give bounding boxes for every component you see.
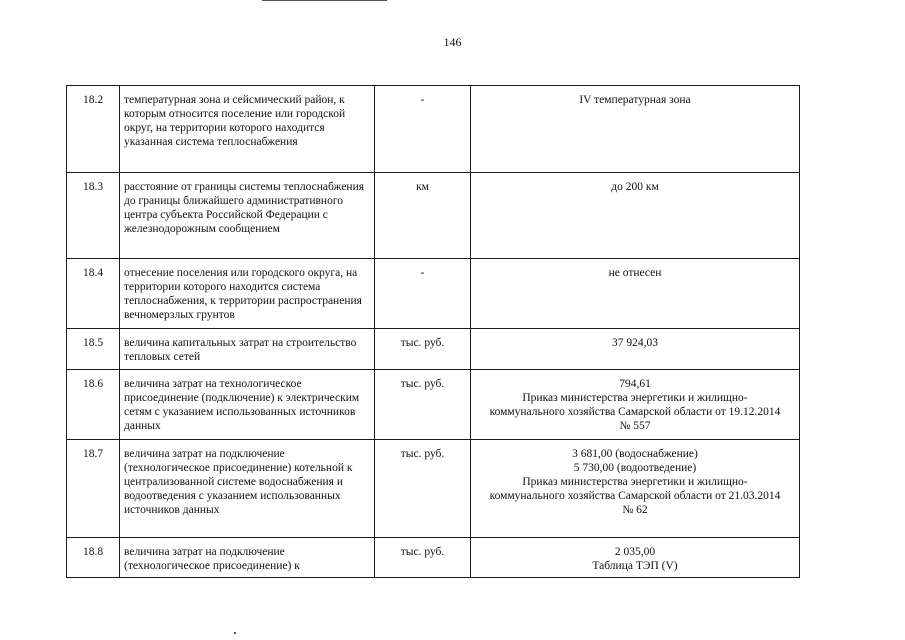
unit: тыс. руб. <box>375 440 471 538</box>
row-number: 18.4 <box>67 259 120 329</box>
parameter-value <box>471 173 800 259</box>
value-line: Приказ министерства энергетики и жилищно- <box>522 392 748 404</box>
table-row <box>67 329 800 370</box>
unit: - <box>375 86 471 173</box>
parameter-value <box>471 329 800 370</box>
value-line: коммунального хозяйства Самарской области от 19.12.2014 <box>489 406 781 418</box>
top-rule <box>262 0 387 1</box>
value-line: № 62 <box>622 504 648 516</box>
row-number: 18.8 <box>67 538 120 578</box>
scan-speck <box>234 632 236 634</box>
parameters-table <box>66 85 800 578</box>
table-row <box>67 538 800 578</box>
unit: тыс. руб. <box>375 370 471 440</box>
value-line: 794,61 <box>619 378 651 390</box>
value-line: 5 730,00 (водоотведение) <box>573 462 697 474</box>
parameter-value <box>471 440 800 538</box>
table-row <box>67 86 800 173</box>
parameter-name: температурная зона и сейсмический район, к которым относится поселение или городской округ, на территории которого находится указанная система теплоснабжения <box>120 86 375 173</box>
value-line: Таблица ТЭП (V) <box>592 560 678 572</box>
value-line: IV температурная зона <box>579 94 691 106</box>
parameter-name: расстояние от границы системы теплоснабжения до границы ближайшего административного центра субъекта Российской Федерации с железнодорожным сообщением <box>120 173 375 259</box>
row-number: 18.5 <box>67 329 120 370</box>
parameter-value <box>471 259 800 329</box>
table-row <box>67 259 800 329</box>
parameter-name: величина капитальных затрат на строительство тепловых сетей <box>120 329 375 370</box>
row-number: 18.2 <box>67 86 120 173</box>
value-line: до 200 км <box>611 181 659 193</box>
unit: км <box>375 173 471 259</box>
row-number: 18.6 <box>67 370 120 440</box>
page-number: 146 <box>443 35 462 49</box>
row-number: 18.7 <box>67 440 120 538</box>
table-row <box>67 173 800 259</box>
value-line: 37 924,03 <box>612 337 658 349</box>
table-row <box>67 440 800 538</box>
value-line: 3 681,00 (водоснабжение) <box>572 448 698 460</box>
parameter-name: отнесение поселения или городского округа, на территории которого находится система теплоснабжения, к территории распространения вечномерзлых грунтов <box>120 259 375 329</box>
parameter-value <box>471 538 800 578</box>
unit: - <box>375 259 471 329</box>
value-line: Приказ министерства энергетики и жилищно- <box>522 476 748 488</box>
parameter-name: величина затрат на технологическое присоединение (подключение) к электрическим сетям с указанием использованных источников данных <box>120 370 375 440</box>
unit: тыс. руб. <box>375 538 471 578</box>
table-row <box>67 370 800 440</box>
value-line: 2 035,00 <box>614 546 656 558</box>
row-number: 18.3 <box>67 173 120 259</box>
value-line: № 557 <box>619 420 651 432</box>
parameter-name: величина затрат на подключение (технологическое присоединение) котельной к централизованной системе водоснабжения и водоотведения с указанием использованных источников данных <box>120 440 375 538</box>
value-line: не отнесен <box>608 267 662 279</box>
value-line: коммунального хозяйства Самарской области от 21.03.2014 <box>489 490 781 502</box>
parameter-value <box>471 370 800 440</box>
unit: тыс. руб. <box>375 329 471 370</box>
parameter-name: величина затрат на подключение (технологическое присоединение) к <box>120 538 375 578</box>
parameter-value <box>471 86 800 173</box>
